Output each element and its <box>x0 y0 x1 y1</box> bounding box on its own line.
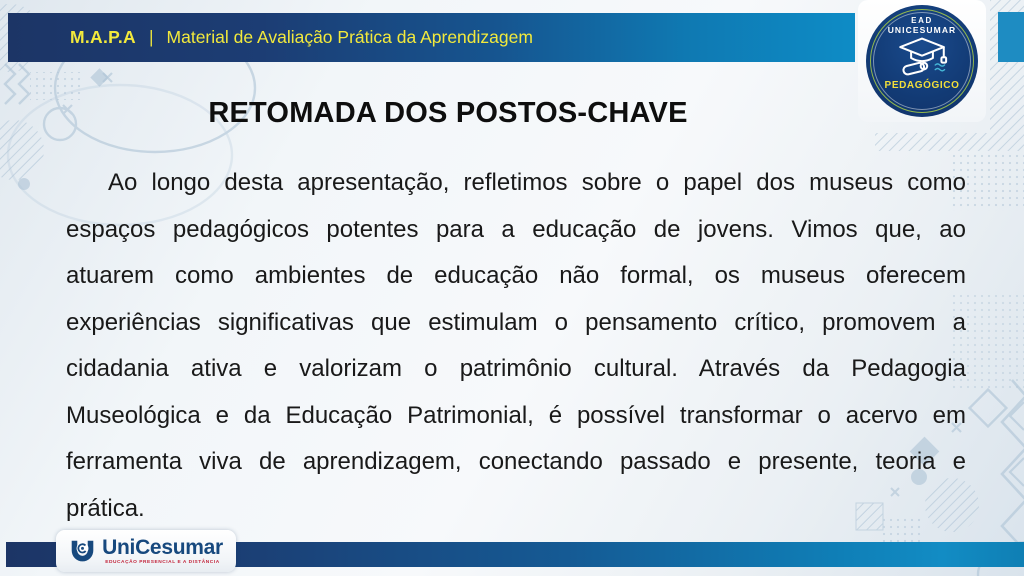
paragraph-line: Museológica e da Educação Patrimonial, é possível transformar o acervo em <box>66 401 966 429</box>
body-paragraph <box>66 160 966 532</box>
header-bar <box>8 13 855 62</box>
unicesumar-wordmark <box>102 537 223 565</box>
badge-circle <box>866 5 978 117</box>
header-brand: M.A.P.A <box>70 27 136 47</box>
paragraph-line: experiências significativas que estimulam o pensamento crítico, promovem a <box>66 308 966 336</box>
paragraph-line: prática. <box>66 494 145 522</box>
slide-title: RETOMADA DOS POSTOS-CHAVE <box>208 97 688 129</box>
header-subtitle: Material de Avaliação Prática da Aprendizagem <box>166 27 533 47</box>
graduation-cap-icon <box>896 37 948 79</box>
footer-logo-plate <box>56 530 236 572</box>
paragraph-line: Ao longo desta apresentação, refletimos sobre o papel dos museus como <box>108 169 966 196</box>
unicesumar-logo-icon <box>69 538 96 565</box>
unicesumar-tagline: EDUCAÇÃO PRESENCIAL E A DISTÂNCIA <box>105 560 220 565</box>
paragraph-line: cidadania ativa e valorizam o patrimônio cultural. Através da Pedagogia <box>66 355 966 382</box>
badge-line-unicesumar: UNICESUMAR <box>887 25 957 35</box>
badge-line-pedagogico: PEDAGÓGICO <box>884 80 960 91</box>
paragraph-line: espaços pedagógicos potentes para a educação de jovens. Vimos que, ao <box>66 215 966 243</box>
ead-badge <box>858 0 986 122</box>
paragraph-line: ferramenta viva de aprendizagem, conectando passado e presente, teoria e <box>66 448 966 475</box>
badge-line-ead: EAD <box>911 16 933 25</box>
right-accent-block <box>998 12 1024 62</box>
paragraph-line: atuarem como ambientes de educação não formal, os museus oferecem <box>66 262 966 289</box>
unicesumar-logo-text: UniCesumar <box>102 536 223 559</box>
header-divider: | <box>148 27 154 47</box>
